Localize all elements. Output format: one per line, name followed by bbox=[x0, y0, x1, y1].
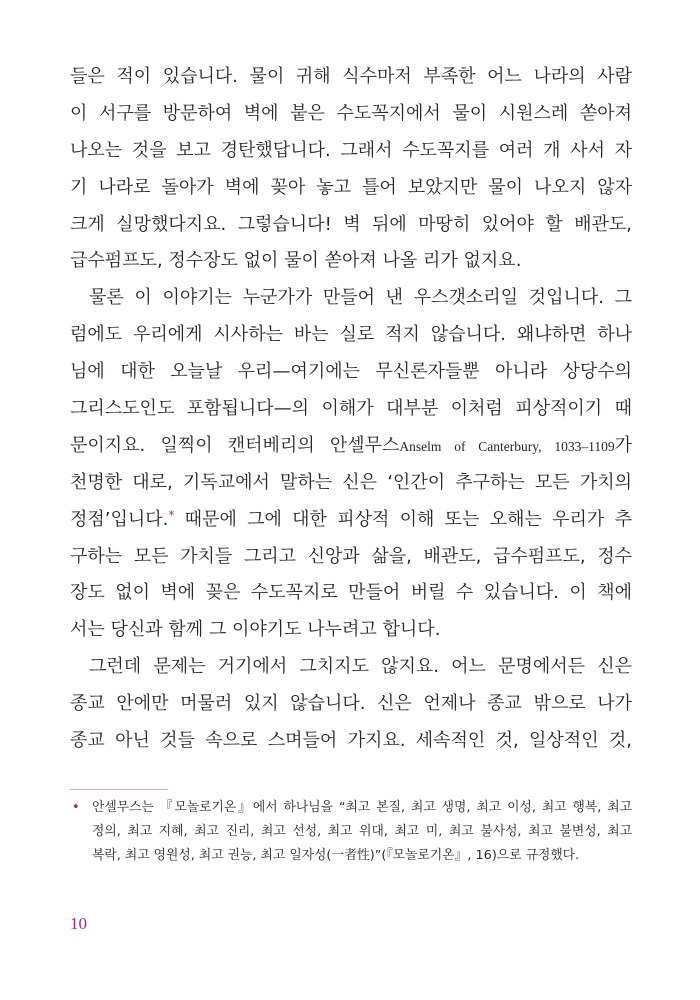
footnote-marker: • bbox=[72, 800, 80, 815]
body-line-text: 문이지요. 일찍이 캔터베리의 안셀무스 bbox=[70, 434, 400, 456]
body-line: 그런데 문제는 거기에서 그치지도 않지요. 어느 문명에서든 신은 bbox=[89, 656, 632, 678]
latin-name-gloss: Anselm of Canterbury, 1033–1109 bbox=[399, 438, 615, 454]
body-line: 들은 적이 있습니다. 물이 귀해 식수마저 부족한 어느 나라의 사람 bbox=[70, 66, 632, 87]
body-line-text: 때문에 그에 대한 피상적 이해 또는 오해는 우리가 추 bbox=[174, 508, 632, 530]
footnote-rule bbox=[70, 789, 168, 790]
body-line bbox=[70, 428, 632, 465]
paragraph-1 bbox=[70, 59, 632, 280]
page-number: 10 bbox=[70, 914, 87, 933]
body-line: 서는 당신과 함께 그 이야기도 나누려고 합니다. bbox=[70, 619, 441, 641]
footnote bbox=[70, 796, 632, 868]
body-line: 님에 대한 오늘날 우리—여기에는 무신론자들뿐 아니라 상당수의 bbox=[70, 361, 632, 383]
body-line: 종교 아닌 것들 속으로 스며들어 가지요. 세속적인 것, 일상적인 것, bbox=[70, 730, 632, 752]
footnote-line: 정의, 최고 지혜, 최고 진리, 최고 선성, 최고 위대, 최고 미, 최고 불사성, 최고 불변성, 최고 bbox=[92, 824, 632, 839]
body-line-text: 정점’입니다. bbox=[70, 508, 169, 530]
body-line: 럼에도 우리에게 시사하는 바는 실로 적지 않습니다. 왜냐하면 하나 bbox=[70, 324, 632, 346]
body-line: 장도 없이 벽에 꽂은 수도꼭지로 만들어 버릴 수 있습니다. 이 책에 bbox=[70, 582, 632, 604]
body-line: 물론 이 이야기는 누군가가 만들어 낸 우스갯소리일 것입니다. 그 bbox=[89, 287, 632, 309]
body-line bbox=[70, 502, 632, 539]
body-line: 종교 안에만 머물러 있지 않습니다. 신은 언제나 종교 밖으로 나가 bbox=[70, 693, 632, 715]
body-text bbox=[70, 59, 632, 760]
footnote-line: 복락, 최고 영원성, 최고 권능, 최고 일자성(一者性)”(『모놀로기온』, 16)으로 규정했다. bbox=[92, 848, 580, 863]
paragraph-2 bbox=[70, 280, 632, 649]
body-line: 나오는 것을 보고 경탄했답니다. 그래서 수도꼭지를 여러 개 사서 자 bbox=[70, 139, 632, 161]
footnote-text bbox=[92, 796, 632, 868]
body-line-text: 가 bbox=[614, 434, 632, 456]
body-line: 천명한 대로, 기독교에서 말하는 신은 ‘인간이 추구하는 모든 가치의 bbox=[70, 471, 632, 493]
body-line: 이 서구를 방문하여 벽에 붙은 수도꼭지에서 물이 시원스레 쏟아져 bbox=[70, 102, 632, 124]
body-line: 기 나라로 돌아가 벽에 꽂아 놓고 틀어 보았지만 물이 나오지 않자 bbox=[70, 176, 632, 198]
body-line: 크게 실망했다지요. 그렇습니다! 벽 뒤에 마땅히 있어야 할 배관도, bbox=[70, 213, 632, 235]
footnote-line: 안셀무스는 『모놀로기온』에서 하나님을 “최고 본질, 최고 생명, 최고 이성, 최고 행복, 최고 bbox=[92, 800, 632, 815]
body-line: 구하는 모든 가치들 그리고 신앙과 삶을, 배관도, 급수펌프도, 정수 bbox=[70, 545, 632, 567]
body-line: 급수펌프도, 정수장도 없이 물이 쏟아져 나올 리가 없지요. bbox=[70, 250, 522, 272]
paragraph-3 bbox=[70, 649, 632, 760]
body-line: 그리스도인도 포함됩니다—의 이해가 대부분 이처럼 피상적이기 때 bbox=[70, 398, 632, 420]
footnote-reference-mark: * bbox=[168, 507, 175, 522]
